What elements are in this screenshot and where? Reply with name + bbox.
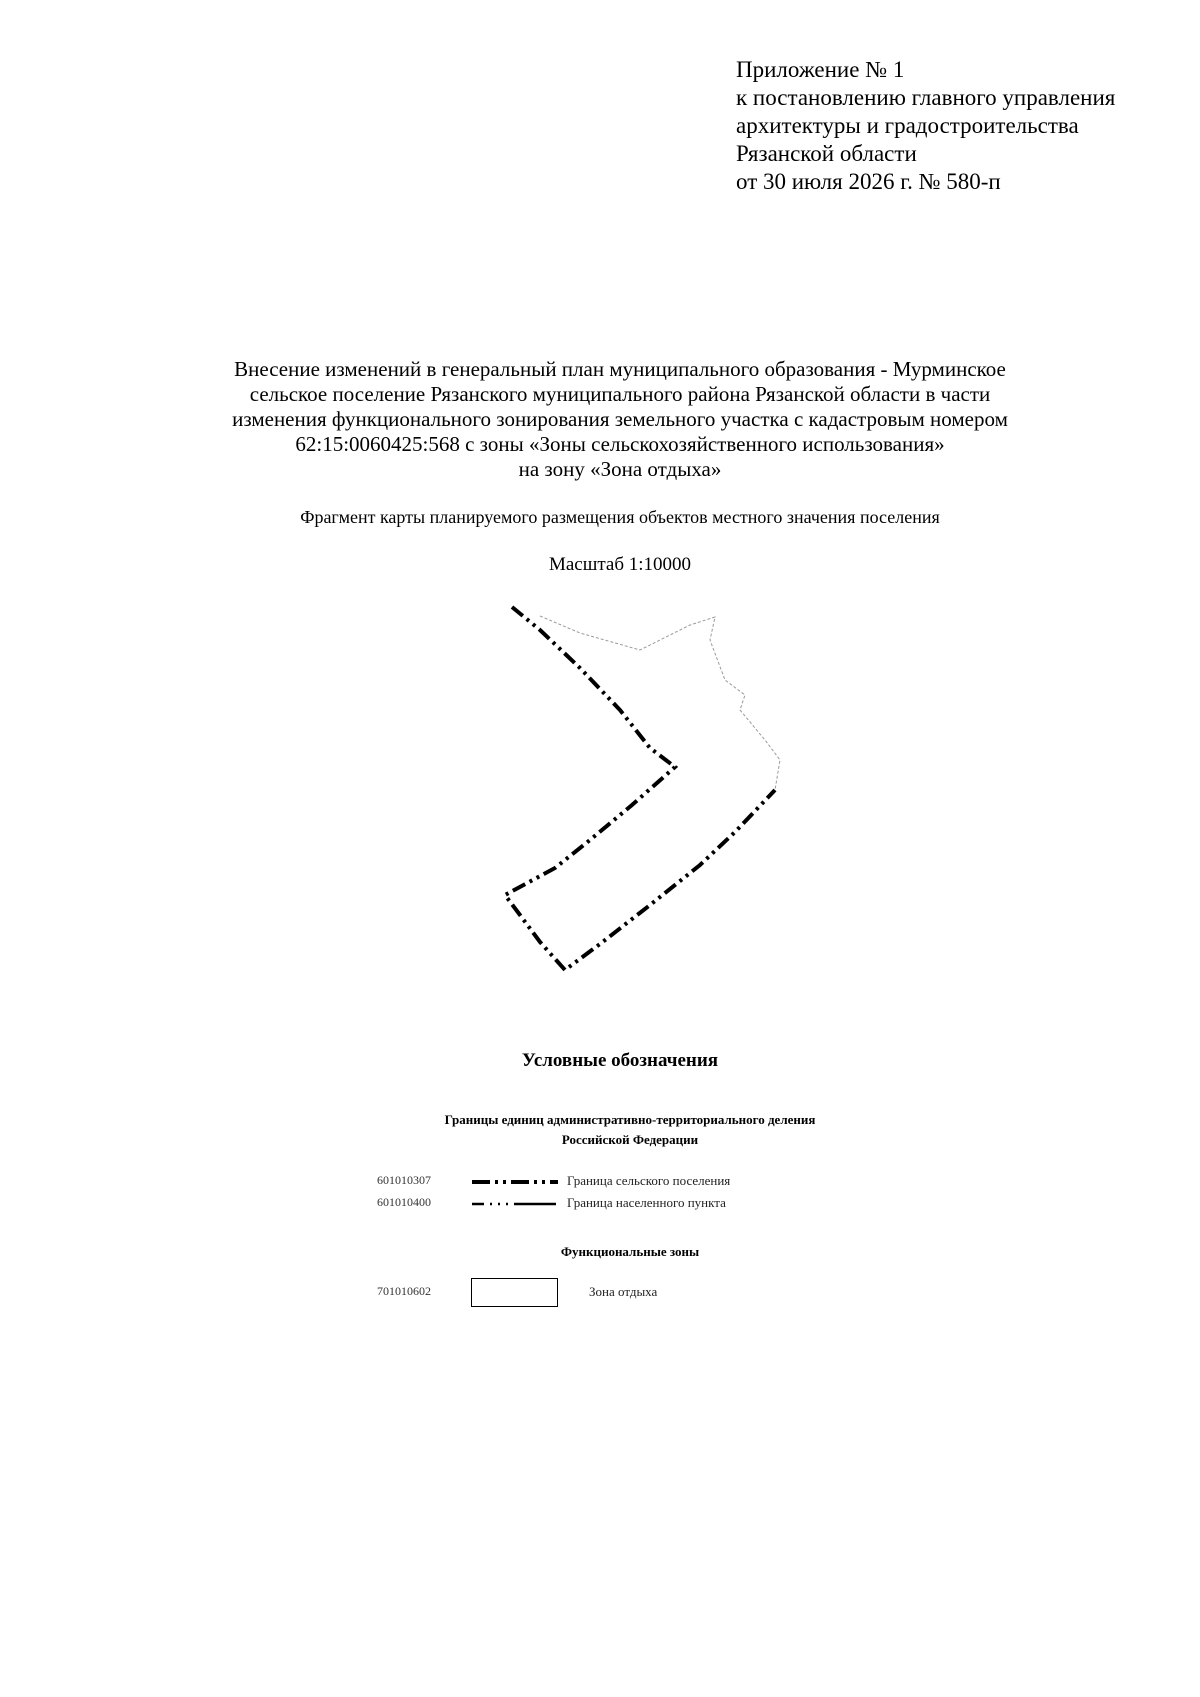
appendix-line: к постановлению главного управления bbox=[736, 85, 1116, 110]
title-line: на зону «Зона отдыха» bbox=[518, 457, 722, 481]
rural-boundary-symbol bbox=[470, 1175, 560, 1189]
settlement-boundary-symbol bbox=[470, 1197, 560, 1211]
appendix-line: архитектуры и градостроительства bbox=[736, 113, 1079, 138]
legend-label: Зона отдыха bbox=[589, 1284, 658, 1299]
legend-label: Граница населенного пункта bbox=[567, 1195, 726, 1210]
neighbour-outline bbox=[540, 616, 780, 790]
title-line: Внесение изменений в генеральный план муниципального образования - Мурминское bbox=[234, 357, 1006, 381]
map-subtitle: Фрагмент карты планируемого размещения объектов местного значения поселения bbox=[300, 507, 940, 527]
title-line: изменения функционального зонирования земельного участка с кадастровым номером bbox=[232, 407, 1008, 431]
title-line: 62:15:0060425:568 с зоны «Зоны сельскохозяйственного использования» bbox=[295, 432, 945, 456]
section-title-line: Российской Федерации bbox=[561, 1132, 699, 1147]
map-scale: Масштаб 1:10000 bbox=[548, 554, 692, 575]
settlement-boundary bbox=[505, 607, 775, 970]
section-title-line: Границы единиц административно-территориального деления bbox=[444, 1112, 816, 1127]
appendix-line: Рязанской области bbox=[736, 141, 917, 166]
title-line: сельское поселение Рязанского муниципального района Рязанской области в части bbox=[249, 382, 991, 406]
appendix-line: Приложение № 1 bbox=[736, 57, 905, 82]
recreation-zone-swatch bbox=[471, 1278, 558, 1307]
appendix-line: от 30 июля 2026 г. № 580-п bbox=[736, 169, 1001, 194]
legend-code: 601010400 bbox=[377, 1195, 431, 1209]
legend-section-zones: Функциональные зоны bbox=[560, 1244, 700, 1259]
legend-code: 701010602 bbox=[377, 1284, 431, 1298]
legend-label: Граница сельского поселения bbox=[567, 1173, 731, 1188]
legend-section-boundaries bbox=[380, 1110, 880, 1150]
legend-title: Условные обозначения bbox=[521, 1050, 719, 1071]
legend-code: 601010307 bbox=[377, 1173, 431, 1187]
